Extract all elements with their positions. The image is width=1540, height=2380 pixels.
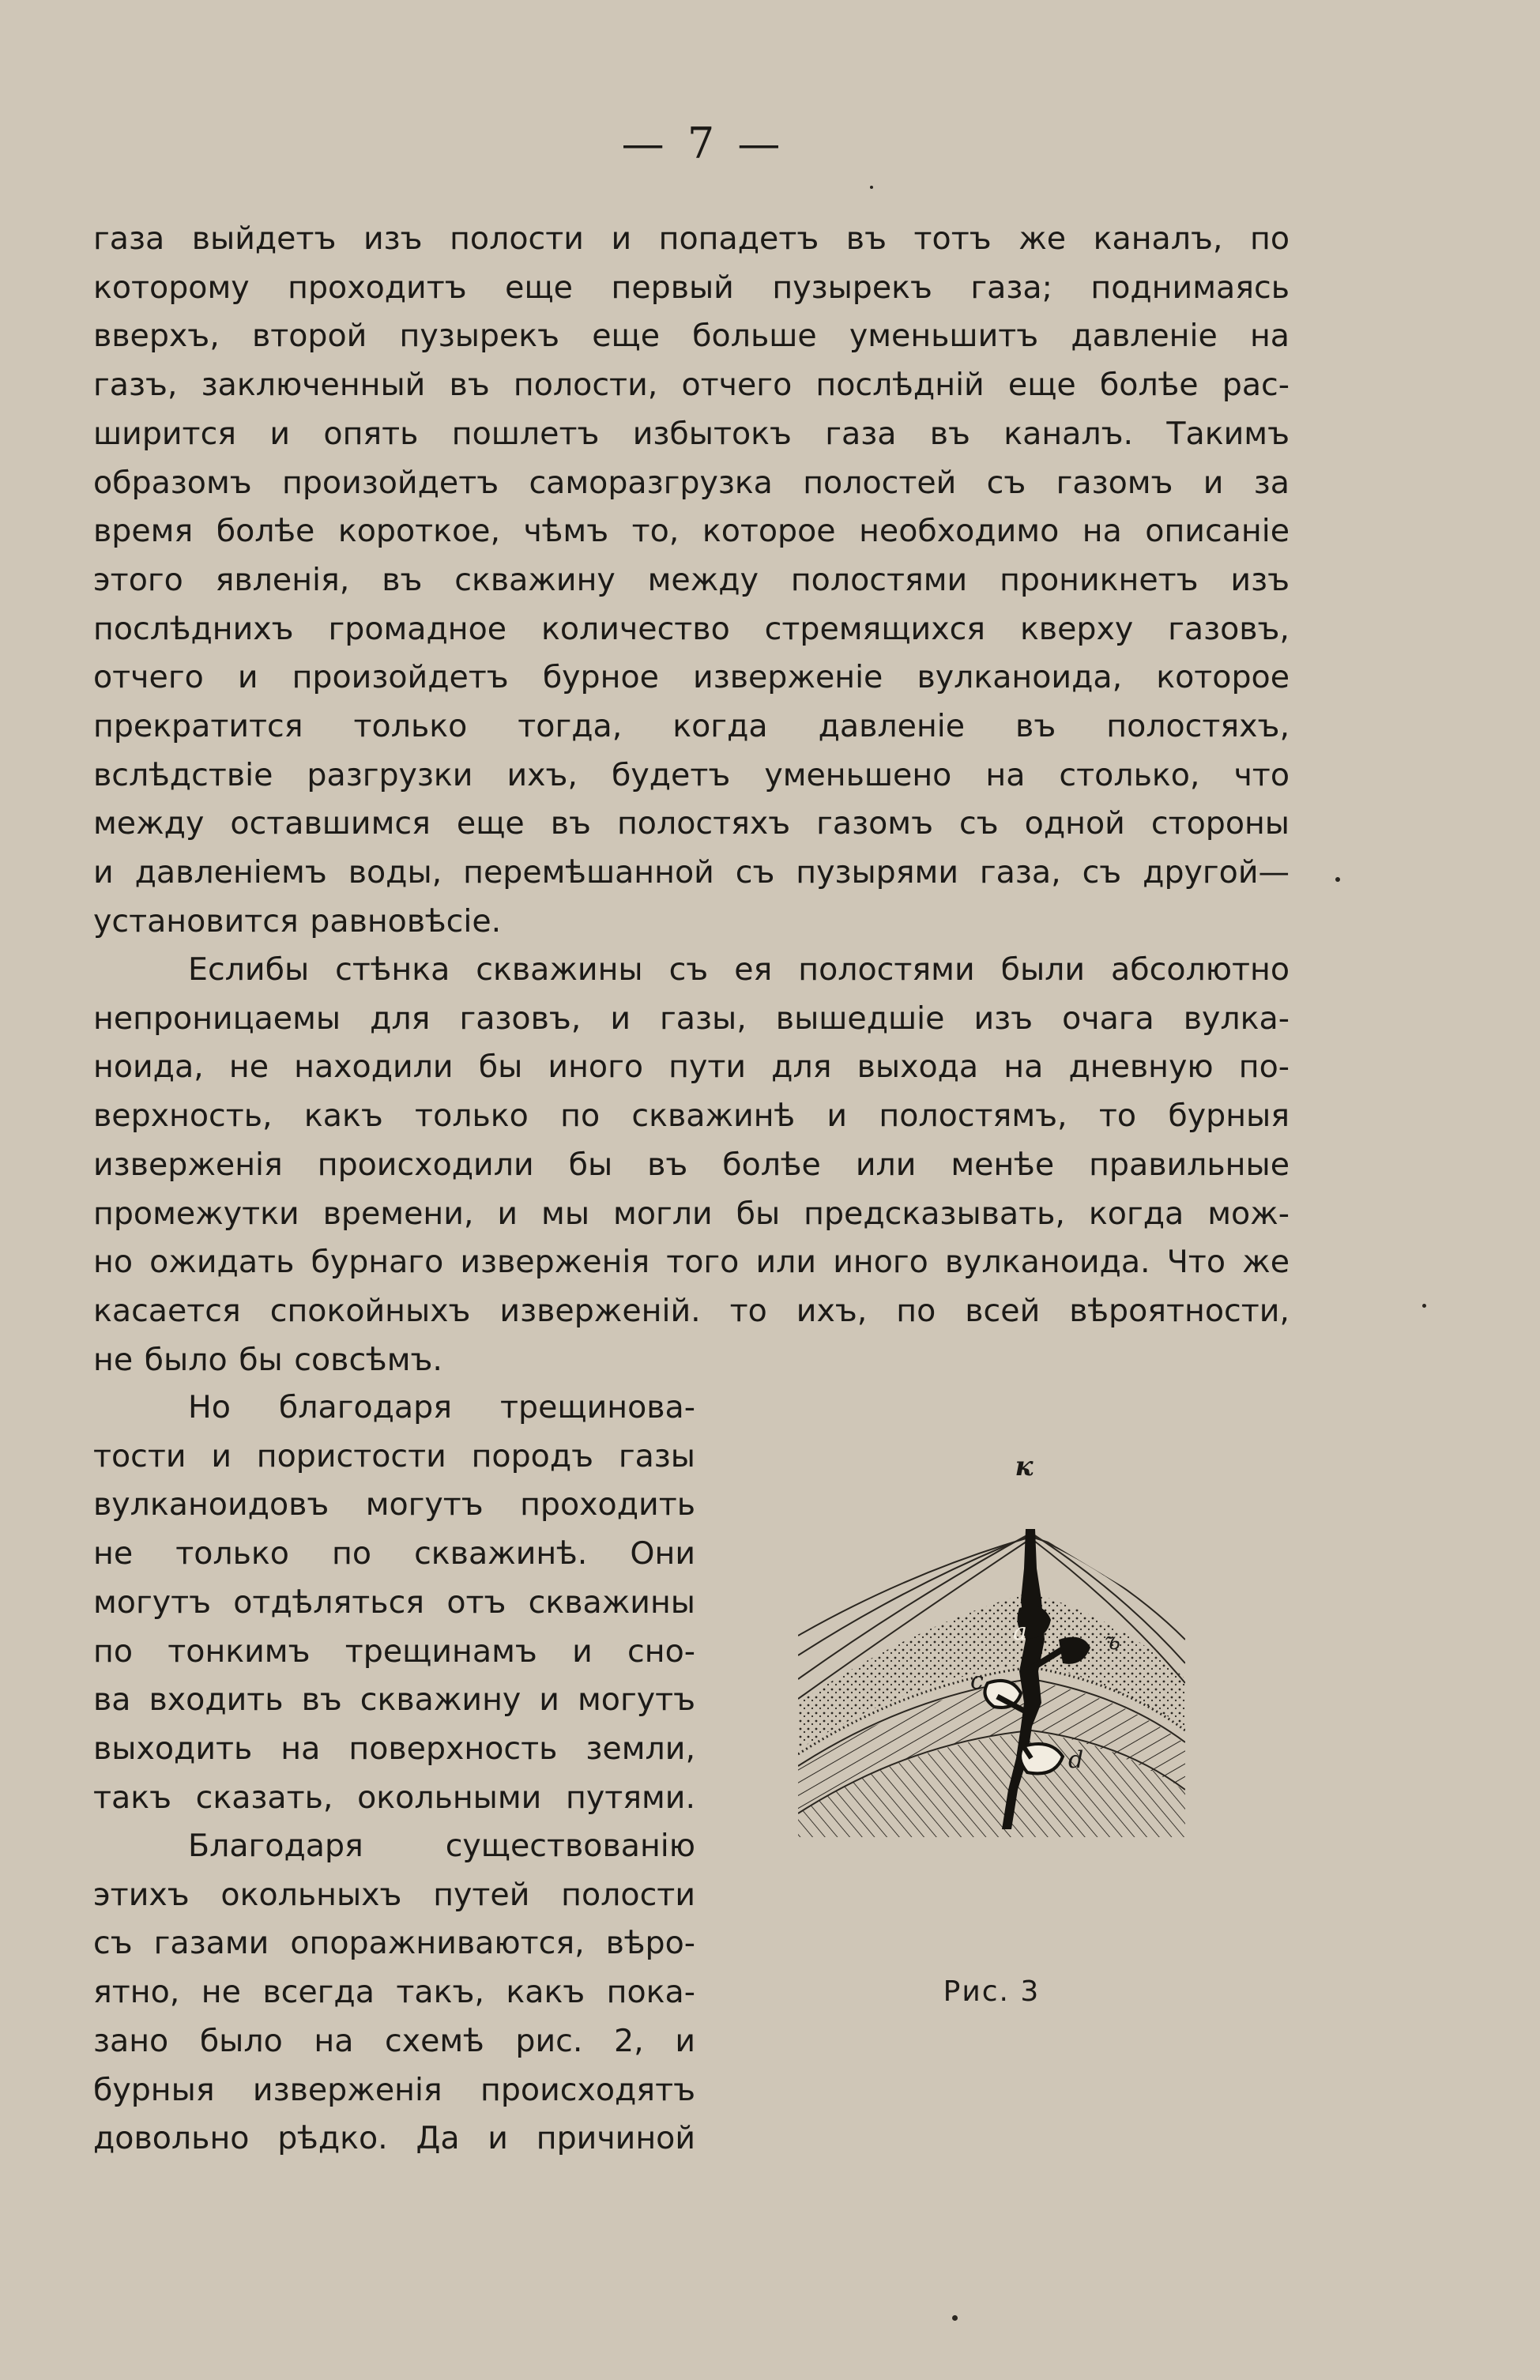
text-line: довольно рѣдко. Да и причиной (93, 2120, 695, 2157)
figure-caption: Рис. 3 (943, 1975, 1041, 2008)
text-line: тости и пористости породъ газы (93, 1437, 695, 1474)
text-line: время болѣе короткое, чѣмъ то, которое необходимо на описаніе (93, 513, 1290, 550)
paper-speck (1422, 1304, 1426, 1308)
text-line: но ожидать бурнаго изверженія того или иного вулканоида. Что же (93, 1244, 1290, 1281)
text-line: выходить на поверхность земли, (93, 1730, 695, 1767)
text-line: отчего и произойдетъ бурное изверженіе вулканоида, которое (93, 659, 1290, 696)
paragraph-3 (93, 1384, 695, 1822)
volcanoid-section-figure (790, 1442, 1193, 1908)
text-line: прекратится только тогда, когда давленіе въ полостяхъ, (93, 708, 1290, 745)
text-line: могутъ отдѣляться отъ скважины (93, 1584, 695, 1621)
text-line: по тонкимъ трещинамъ и сно- (93, 1632, 695, 1670)
text-line: не только по скважинѣ. Они (93, 1535, 695, 1572)
text-line: не было бы совсѣмъ. (93, 1341, 442, 1378)
paragraph-1 (93, 215, 1290, 947)
text-line: съ газами опоражниваются, вѣро- (93, 1925, 695, 1962)
text-line: Благодаря существованію (188, 1828, 695, 1864)
paragraph-4 (93, 1822, 695, 2163)
text-line: бурныя изверженія происходятъ (93, 2071, 695, 2108)
text-line: установится равновѣсіе. (93, 902, 502, 940)
text-line: такъ сказать, окольными путями. (93, 1779, 695, 1816)
figure-label-c: с (970, 1667, 984, 1695)
text-line: промежутки времени, и мы могли бы предсказывать, когда мож- (93, 1195, 1290, 1232)
text-line: вверхъ, второй пузырекъ еще больше уменьшитъ давленіе на (93, 318, 1290, 355)
text-line: образомъ произойдетъ саморазгрузка полостей съ газомъ и за (93, 464, 1290, 501)
paper-speck (1335, 877, 1340, 882)
text-line: ширится и опять пошлетъ избытокъ газа въ каналъ. Такимъ (93, 415, 1290, 452)
figure-label-a: а (1013, 1618, 1027, 1646)
paper-speck (870, 186, 873, 189)
text-line: газа выйдетъ изъ полости и попадетъ въ тотъ же каналъ, по (93, 220, 1290, 257)
figure-label-d: d (1068, 1746, 1084, 1774)
figure-label-b: ъ (1105, 1628, 1120, 1655)
text-line: изверженія происходили бы въ болѣе или менѣе правильные (93, 1146, 1290, 1183)
text-line: зано было на схемѣ рис. 2, и (93, 2022, 695, 2059)
text-line: верхность, какъ только по скважинѣ и полостямъ, то бурныя (93, 1098, 1290, 1135)
text-line: непроницаемы для газовъ, и газы, вышедшіе изъ очага вулка- (93, 1000, 1290, 1037)
paper-speck (952, 2315, 958, 2321)
text-line: послѣднихъ громадное количество стремящихся кверху газовъ, (93, 610, 1290, 647)
paragraph-2 (93, 946, 1290, 1384)
text-line: вулканоидовъ могутъ проходить (93, 1486, 695, 1523)
text-line: этого явленія, въ скважину между полостями проникнетъ изъ (93, 561, 1290, 598)
text-line: вслѣдствіе разгрузки ихъ, будетъ уменьшено на столько, что (93, 756, 1290, 793)
text-line: которому проходитъ еще первый пузырекъ газа; поднимаясь (93, 269, 1290, 306)
text-line: ноида, не находили бы иного пути для выхода на дневную по- (93, 1049, 1290, 1086)
text-line: Еслибы стѣнка скважины съ ея полостями были абсолютно (188, 951, 1290, 988)
text-line: Но благодаря трещинова- (188, 1389, 695, 1425)
figure-label-top: к (1015, 1451, 1034, 1482)
text-line: касается спокойныхъ изверженій. то ихъ, по всей вѣроятности, (93, 1292, 1290, 1329)
text-line: ятно, не всегда такъ, какъ пока- (93, 1974, 695, 2011)
page-number: — 7 — (621, 119, 785, 168)
text-line: и давленіемъ воды, перемѣшанной съ пузырями газа, съ другой— (93, 854, 1290, 891)
text-line: ва входить въ скважину и могутъ (93, 1681, 695, 1719)
text-line: газъ, заключенный въ полости, отчего послѣдній еще болѣе рас- (93, 367, 1290, 404)
text-line: между оставшимся еще въ полостяхъ газомъ съ одной стороны (93, 805, 1290, 842)
text-line: этихъ окольныхъ путей полости (93, 1876, 695, 1913)
